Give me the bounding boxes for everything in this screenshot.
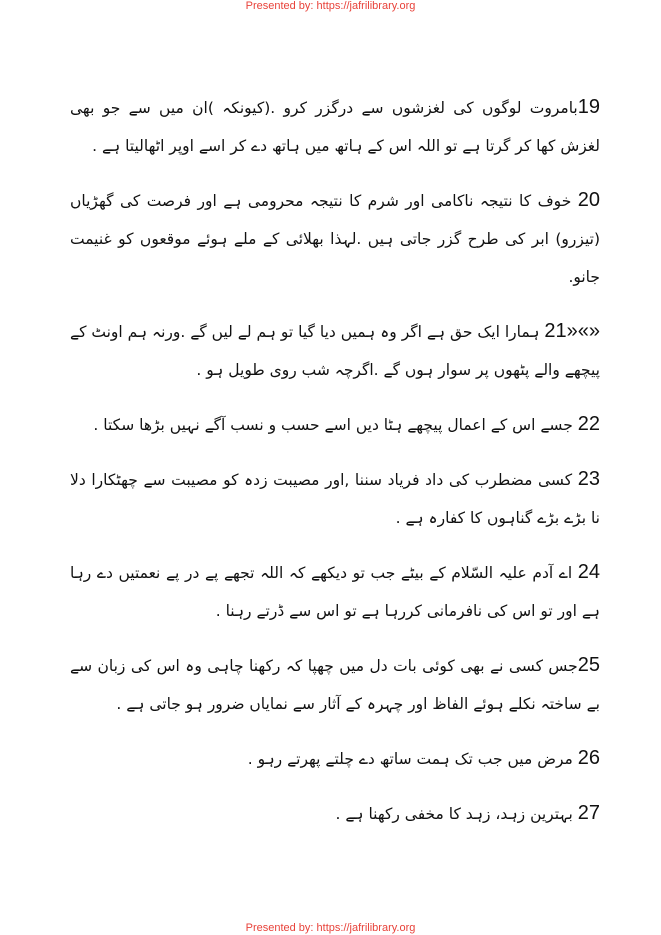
saying-number: 22	[577, 413, 600, 435]
saying-text: مرض میں جب تک ہمت ساتھ دے چلتے پھرتے رہو .	[247, 750, 573, 768]
saying-text: خوف کا نتیجہ ناکامی اور شرم کا نتیجہ محرومی ہے اور فرصت کی گھڑیاں (تیزرو) ابر کی طرح گزر جاتی ہیں .لہذا بھلائی کے ملے ہوئے موقعوں کو غنیمت جانو.	[70, 192, 600, 286]
saying-text: بامروت لوگوں کی لغزشوں سے درگزر کرو .(کیونکہ )ان میں سے جو بھی لغزش کھا کر گرتا ہے تو اللہ اس کے ہاتھ میں ہاتھ دے کر اسے اوپر اٹھالیتا ہے .	[70, 99, 600, 155]
footer-banner[interactable]: Presented by: https://jafrilibrary.org	[245, 922, 416, 934]
saying-number: 24	[577, 561, 600, 583]
saying-25	[70, 646, 600, 723]
saying-number: 20	[577, 189, 600, 211]
saying-number: 23	[577, 468, 600, 490]
header-banner[interactable]: Presented by: https://jafrilibrary.org	[245, 0, 416, 12]
saying-19	[70, 88, 600, 165]
saying-text: کسی مضطرب کی داد فریاد سننا ,اور مصیبت زدہ کو مصیبت سے چھٹکارا دلا نا بڑے بڑے گناہوں کا کفارہ ہے .	[70, 471, 600, 527]
saying-21	[70, 312, 600, 389]
saying-number: 27	[577, 802, 600, 824]
saying-text: بہترین زہد، زہد کا مخفی رکھنا ہے .	[335, 805, 573, 823]
saying-27	[70, 794, 600, 833]
saying-number: 26	[577, 747, 600, 769]
saying-number: «»«21	[544, 320, 600, 342]
saying-number: 19	[577, 96, 600, 118]
saying-24	[70, 553, 600, 630]
saying-text: ہمارا ایک حق ہے اگر وہ ہمیں دیا گیا تو ہم لے لیں گے .ورنہ ہم اونٹ کے پیچھے والے پٹھوں پر سوار ہوں گے .اگرچہ شب روی طویل ہو .	[70, 323, 600, 379]
sayings-list	[70, 88, 600, 849]
saying-23	[70, 460, 600, 537]
saying-20	[70, 181, 600, 296]
saying-text: جسے اس کے اعمال پیچھے ہٹا دیں اسے حسب و نسب آگے نہیں بڑھا سکتا .	[93, 416, 573, 434]
saying-text: جس کسی نے بھی کوئی بات دل میں چھپا کہ رکھنا چاہی وہ اس کی زبان سے بے ساختہ نکلے ہوئے الفاظ اور چہرہ کے آثار سے نمایاں ضرور ہو جاتی ہے .	[70, 657, 600, 713]
saying-26	[70, 739, 600, 778]
saying-number: 25	[577, 654, 600, 676]
saying-text: اے آدم علیہ السّلام کے بیٹے جب تو دیکھے کہ اللہ تجھے پے در پے نعمتیں دے رہا ہے اور تو اس کی نافرمانی کررہا ہے تو اس سے ڈرتے رہنا .	[70, 564, 600, 620]
saying-22	[70, 405, 600, 444]
